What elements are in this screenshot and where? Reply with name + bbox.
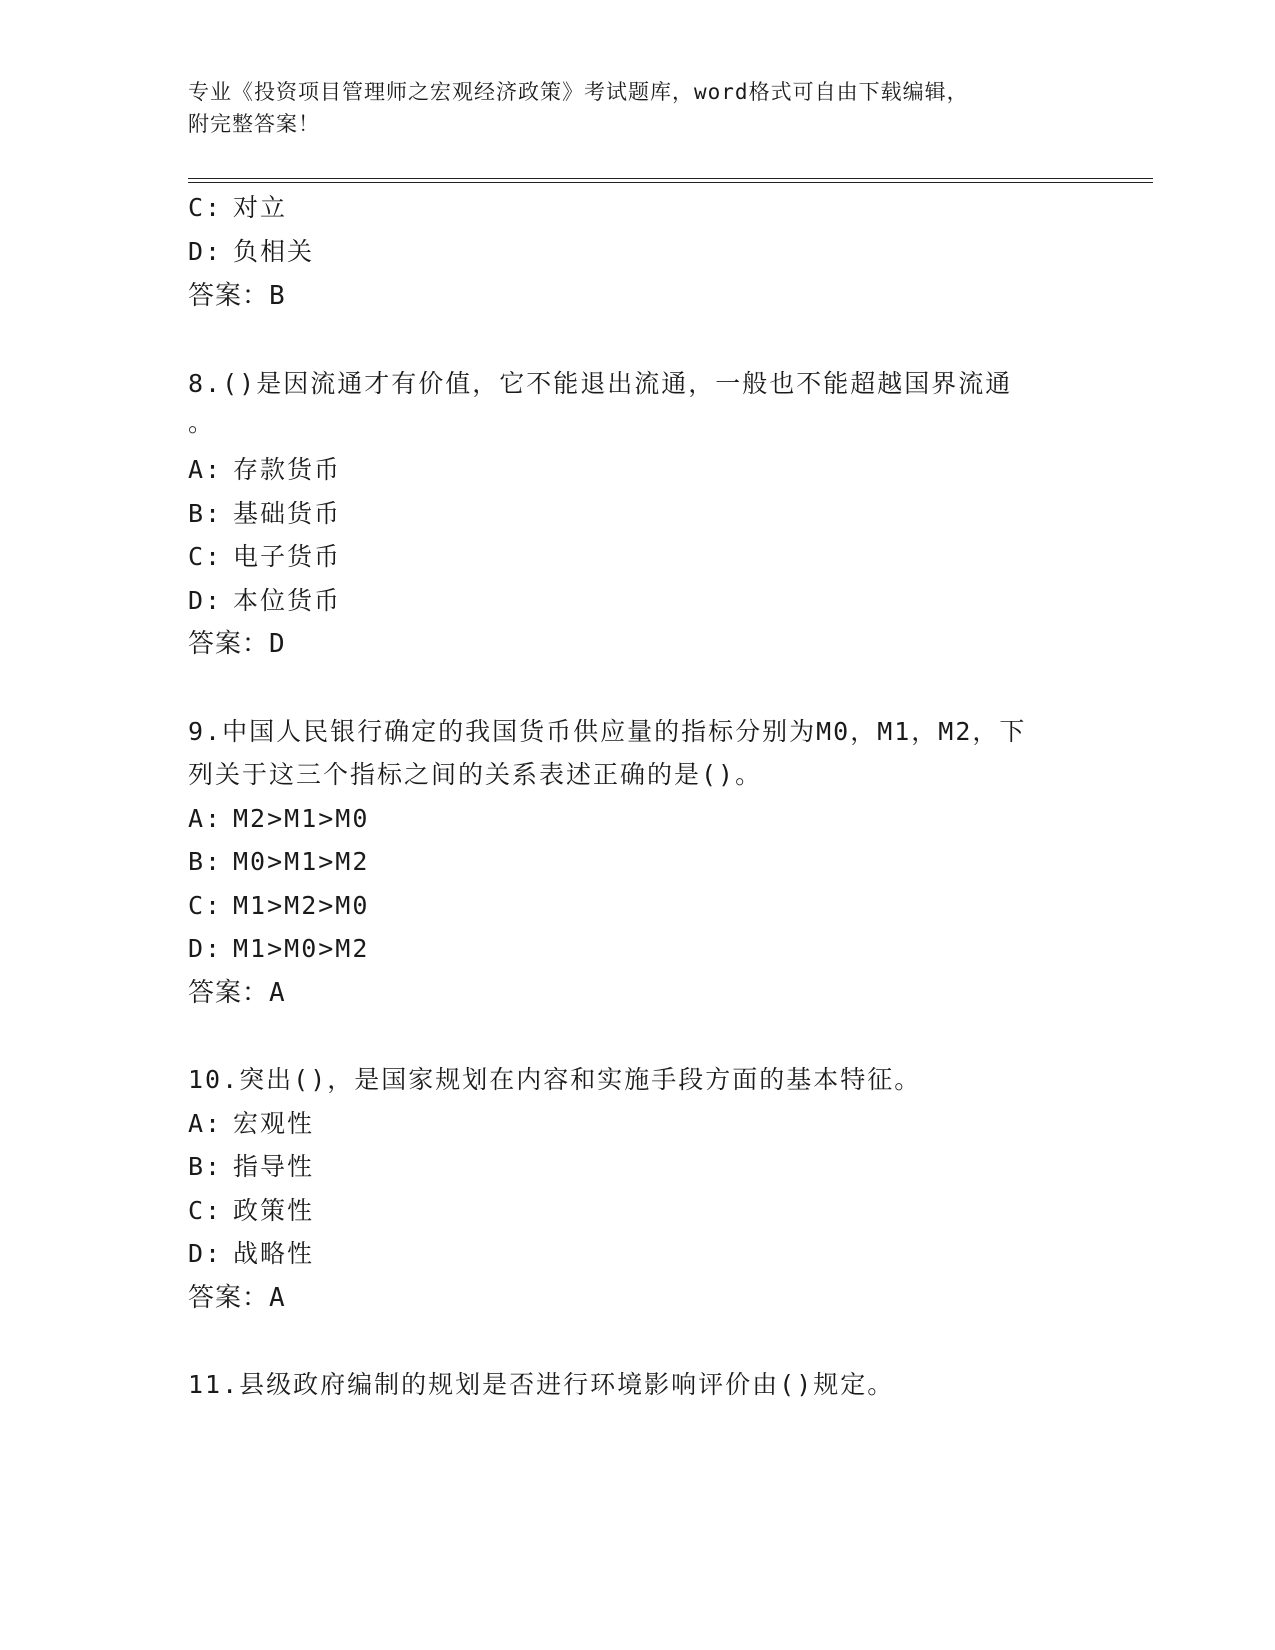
option-c bbox=[188, 1196, 314, 1226]
option-label: D: bbox=[188, 934, 223, 963]
answer-prefix: 答案： bbox=[188, 629, 270, 659]
header-line-2: 附完整答案！ bbox=[188, 112, 320, 136]
option-b bbox=[188, 847, 369, 877]
option-text: 政策性 bbox=[233, 1196, 315, 1225]
option-text: M1>M0>M2 bbox=[233, 934, 370, 963]
option-label: C: bbox=[188, 1196, 223, 1225]
option-label: B: bbox=[188, 499, 223, 528]
option-c bbox=[188, 193, 287, 223]
answer-prefix: 答案： bbox=[188, 281, 270, 311]
option-label: B: bbox=[188, 1152, 223, 1181]
answer-value: D bbox=[269, 629, 286, 659]
answer-line bbox=[188, 281, 286, 311]
question-stem-continued: 。 bbox=[188, 408, 216, 437]
question-stem: 11.县级政府编制的规划是否进行环境影响评价由()规定。 bbox=[188, 1370, 895, 1399]
question-stem: 8.()是因流通才有价值，它不能退出流通，一般也不能超越国界流通 bbox=[188, 369, 1013, 398]
answer-line bbox=[188, 629, 286, 659]
option-text: 负相关 bbox=[233, 237, 315, 266]
option-text: 宏观性 bbox=[233, 1109, 315, 1138]
option-b bbox=[188, 1152, 314, 1182]
option-d bbox=[188, 237, 314, 267]
header-line-1: 专业《投资项目管理师之宏观经济政策》考试题库，word格式可自由下载编辑， bbox=[188, 80, 969, 104]
answer-line bbox=[188, 978, 286, 1008]
option-d bbox=[188, 934, 369, 964]
header-divider bbox=[188, 178, 1153, 183]
option-text: 基础货币 bbox=[233, 499, 342, 528]
question-stem: 10.突出()，是国家规划在内容和实施手段方面的基本特征。 bbox=[188, 1065, 922, 1094]
option-text: M1>M2>M0 bbox=[233, 891, 370, 920]
answer-value: B bbox=[269, 281, 286, 311]
option-label: A: bbox=[188, 804, 223, 833]
option-a bbox=[188, 1109, 314, 1139]
option-label: B: bbox=[188, 847, 223, 876]
question-stem-continued: 列关于这三个指标之间的关系表述正确的是()。 bbox=[188, 760, 763, 789]
answer-prefix: 答案： bbox=[188, 1283, 270, 1313]
answer-prefix: 答案： bbox=[188, 978, 270, 1008]
option-label: C: bbox=[188, 193, 223, 222]
option-text: 指导性 bbox=[233, 1152, 315, 1181]
question-stem: 9.中国人民银行确定的我国货币供应量的指标分别为M0，M1，M2，下 bbox=[188, 717, 1027, 746]
answer-value: A bbox=[269, 978, 286, 1008]
option-label: D: bbox=[188, 586, 223, 615]
option-b bbox=[188, 499, 341, 529]
answer-line bbox=[188, 1283, 286, 1313]
option-text: 存款货币 bbox=[233, 455, 342, 484]
option-label: C: bbox=[188, 891, 223, 920]
option-text: M2>M1>M0 bbox=[233, 804, 370, 833]
option-text: 对立 bbox=[233, 193, 288, 222]
option-label: A: bbox=[188, 1109, 223, 1138]
option-text: 电子货币 bbox=[233, 542, 342, 571]
option-label: D: bbox=[188, 237, 223, 266]
option-a bbox=[188, 455, 341, 485]
option-d bbox=[188, 586, 341, 616]
option-c bbox=[188, 891, 369, 921]
answer-value: A bbox=[269, 1283, 286, 1313]
option-d bbox=[188, 1239, 314, 1269]
option-a bbox=[188, 804, 369, 834]
option-label: D: bbox=[188, 1239, 223, 1268]
option-text: 本位货币 bbox=[233, 586, 342, 615]
option-text: 战略性 bbox=[233, 1239, 315, 1268]
option-label: C: bbox=[188, 542, 223, 571]
option-text: M0>M1>M2 bbox=[233, 847, 370, 876]
page-header bbox=[188, 76, 1088, 140]
option-c bbox=[188, 542, 341, 572]
option-label: A: bbox=[188, 455, 223, 484]
